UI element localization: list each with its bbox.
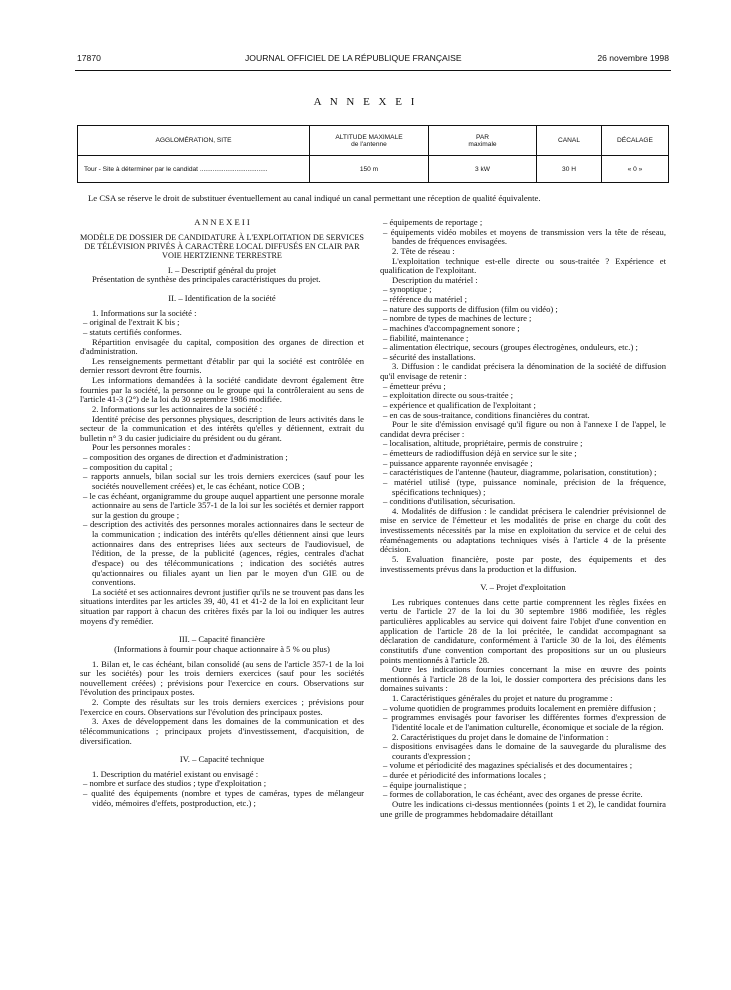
list-item: – formes de collaboration, le cas échéant, avec des organes de presse écrite. [383,789,643,800]
list-item: – puissance apparente rayonnée envisagée ; [383,457,533,468]
paragraph: 1. Description du matériel existant ou envisagé : [92,768,259,779]
paragraph: 2. Tête de réseau : [392,245,455,256]
col-par-line1: PAR [475,133,490,141]
list-item: – caractéristiques de l'antenne (hauteur, diagramme, polarisation, constitution) ; [383,467,657,478]
list-item: – machines d'accompagnement sonore ; [383,322,520,333]
section-heading: III. – Capacité financière [179,634,265,645]
section-heading: V. – Projet d'exploitation [480,582,566,593]
paragraph: Pour le site d'émission envisagé qu'il figure ou non à l'annexe I de l'appel, le candidat devra préciser : [380,419,666,439]
list-item: – équipements de reportage ; [383,217,483,227]
paragraph: Identité précise des personnes physiques, description de leurs activités dans le secteur de la communication et des intérêts qu'elles y détiennent, extrait du bulletin n° 3 du casier judiciaire du président ou du gérant. [80,413,364,443]
annex1-note: Le CSA se réserve le droit de substituer éventuellement au canal indiqué un canal permettant une réception de qualité équivalente. [88,193,541,203]
paragraph: 5. Evaluation financière, poste par poste, des équipements et des investissements prévus dans la production et la diffusion. [380,553,666,574]
col-par [429,126,537,156]
col-canal: CANAL [537,126,602,156]
section-heading: I. – Descriptif général du projet [167,264,277,275]
section-heading: IV. – Capacité technique [179,754,265,765]
list-item: – programmes envisagés pour favoriser les différentes formes d'expression de l'identité locale et de l'animation culturelle, économique et sociale de la région. [383,712,666,732]
paragraph: 4. Modalités de diffusion : le candidat précisera le calendrier prévisionnel de mise en service de l'émetteur et les modalités de prise en charge du coût des investissements nécessités par la mise en exploitation du service et de celui des réaménagements ou adaptations techniques visés à l'article 4 de la présente décision. [380,505,666,555]
annex1-title: A N N E X E I [313,96,418,108]
page-number: 17870 [77,53,101,63]
list-item: – volume quotidien de programmes produits localement en première diffusion ; [383,702,656,713]
list-item: – durée et périodicité des informations locales ; [383,770,546,780]
left-column [80,218,364,808]
list-item: – émetteur prévu ; [383,380,446,391]
list-item: – original de l'extrait K bis ; [83,317,180,328]
annex1-table [77,125,669,183]
col-par-line2: maximale [468,140,497,148]
paragraph: 2. Informations sur les actionnaires de la société : [92,403,263,414]
paragraph: Les renseignements permettant d'établir par qui la société est contrôlée en dernier ressort devront être fournis. [80,355,364,376]
cell-decalage: « 0 » [602,156,669,183]
list-item: – volume et périodicité des magazines spécialisés et des documentaires ; [383,760,633,771]
list-item: – équipements vidéo mobiles et moyens de transmission vers la tête de réseau, bandes de fréquences envisagées. [383,226,666,247]
paragraph: 1. Caractéristiques générales du projet et nature du programme : [392,693,613,703]
table-row [78,156,669,183]
list-item: – composition des organes de direction et d'administration ; [83,452,288,463]
paragraph: 1. Bilan et, le cas échéant, bilan consolidé (au sens de l'article 357-1 de la loi sur les sociétés) pour les trois derniers exercices (sauf pour les sociétés nouvellement créées) ; prévisions pour l'exercice en cours. Observations sur l'évolution des principaux postes. [80,658,364,698]
cell-altitude: 150 m [310,156,429,183]
list-item: – statuts certifiés conformes. [83,326,182,337]
list-item: – dispositions envisagées dans le domaine de la sauvegarde du pluralisme des courants d'expression ; [383,741,666,761]
list-item: – conditions d'utilisation, sécurisation. [383,496,516,507]
page-header [77,53,669,67]
paragraph: Outre les indications fournies concernant la mise en œuvre des points mentionnés à l'article 28 de la loi, le dossier comportera des précisions dans les domaines suivants : [380,664,666,694]
list-item: – exploitation directe ou sous-traitée ; [383,390,514,401]
col-site: AGGLOMÉRATION, SITE [78,126,310,156]
list-item: – description des activités des personnes morales actionnaires dans le secteur de la communication ; indication des intérêts qu'elles détiennent ainsi que leurs actionnaires dans des entreprises liées aux secteurs de l'audiovisuel, de l'édition, de la presse, de la publicité (agences, régies, centrales d'achat d'espace) ou des télécommunications ; indication des sociétés autres qu'actionnaires ou filiales ayant un lien par le moyen d'un GIE ou de conventions. [83,519,364,588]
list-item: – nature des supports de diffusion (film ou vidéo) ; [383,303,558,314]
annex2-title: MODÈLE DE DOSSIER DE CANDIDATURE À L'EXPLOITATION DE SERVICES DE TÉLÉVISION PRIVÉS À CARACTÈRE LOCAL DIFFUSÉS EN CLAIR PAR VOIE HERTZIENNE TERRESTRE [80,232,364,261]
publication-date: 26 novembre 1998 [597,53,669,63]
list-item: – matériel utilisé (type, puissance nominale, précision de la fréquence, spécifications techniques) ; [383,476,666,497]
col-altitude-line2: de l'antenne [351,140,387,148]
list-item: – qualité des équipements (nombre et types de caméras, types de mélangeur vidéo, mémoires d'effets, postproduction, etc.) ; [83,788,364,808]
journal-title: JOURNAL OFFICIEL DE LA RÉPUBLIQUE FRANÇAISE [245,53,462,63]
section-heading: II. – Identification de la société [168,293,276,304]
list-item: – synoptique ; [383,284,432,295]
paragraph: Les rubriques contenues dans cette partie comprennent les règles fixées en vertu de l'article 27 de la loi du 30 septembre 1986 modifiée, les règles particulières applicables au service qui doivent faire l'objet d'une convention en application de l'article 28 de la loi précitée, le candidat accompagnant sa déclaration de candidature, conformément à l'article 30 de la loi, des éléments constitutifs d'une convention comportant des propositions sur un ou plusieurs points mentionnés à l'article 28. [380,596,666,665]
paragraph: 2. Caractéristiques du projet dans le domaine de l'information : [392,731,609,742]
col-decalage: DÉCALAGE [602,126,669,156]
paragraph: Outre les indications ci-dessus mentionnées (points 1 et 2), le candidat fournira une grille de programmes hebdomadaire détaillant [380,798,666,819]
paragraph: Pour les personnes morales : [92,442,191,453]
list-item: – composition du capital ; [83,461,173,472]
list-item: – référence du matériel ; [383,294,467,304]
list-item: – expérience et qualification de l'exploitant ; [383,399,536,410]
list-item: – alimentation électrique, secours (groupes électrogènes, onduleurs, etc.) ; [383,342,638,353]
right-column [380,218,666,819]
paragraph: Description du matériel : [392,274,478,285]
paragraph: Présentation de synthèse des principales caractéristiques du projet. [92,274,321,285]
col-altitude-line1: ALTITUDE MAXIMALE [335,133,403,141]
paragraph: 2. Compte des résultats sur les trois derniers exercices ; prévisions pour l'exercice en cours. Observations sur l'évolution des principaux postes. [80,697,364,717]
paragraph: Répartition envisagée du capital, composition des organes de direction et d'administration. [80,336,364,357]
cell-par: 3 kW [429,156,537,183]
list-item: – rapports annuels, bilan social sur les trois derniers exercices (sauf pour les sociétés nouvellement créées) et, le cas échéant, notice COB ; [83,471,364,491]
paragraph: Les informations demandées à la société candidate devront également être fournies par la société, la personne ou le groupe qui la contrôleraient au sens de l'article 41-3 (2°) de la loi du 30 septembre 1986 modifiée. [80,375,364,405]
paragraph: 1. Informations sur la société : [92,307,197,318]
list-item: – localisation, altitude, propriétaire, permis de construire ; [383,438,583,449]
list-item: – le cas échéant, organigramme du groupe auquel appartient une personne morale actionnaire au sens de l'article 357-1 de la loi sur les sociétés et dernier rapport sur la gestion du groupe ; [83,490,364,520]
paragraph: La société et ses actionnaires devront justifier qu'ils ne se trouvent pas dans les situations interdites par les articles 39, 40, 41 et 41-2 de la loi en explicitant leur situation par rapport à chacun des critères fixés par la loi ou indiquer les autres moyens d'y remédier. [80,586,364,626]
paragraph: 3. Diffusion : le candidat précisera la dénomination de la société de diffusion qu'il envisage de retenir : [380,361,666,381]
section-heading: (Informations à fournir pour chaque actionnaire à 5 % ou plus) [114,643,330,654]
section-heading: A N N E X E I I [194,217,250,227]
list-item: – sécurité des installations. [383,351,476,362]
table-header-row [78,126,669,156]
list-item: – équipe journalistique ; [383,779,467,790]
paragraph: L'exploitation technique est-elle directe ou sous-traitée ? Expérience et qualification de l'exploitant. [380,255,666,276]
list-item: – nombre de types de machines de lecture ; [383,313,532,324]
col-altitude [310,126,429,156]
list-item: – en cas de sous-traitance, conditions financières du contrat. [383,409,590,420]
list-item: – émetteurs de radiodiffusion déjà en service sur le site ; [383,448,577,458]
header-rule [75,70,671,71]
cell-canal: 30 H [537,156,602,183]
cell-site: Tour - Site à déterminer par le candidat ..................................... [78,156,310,183]
paragraph: 3. Axes de développement dans les domaines de la communication et des télécommunications ; principaux projets d'investissement, d'acquisition, de diversification. [80,716,364,746]
list-item: – fiabilité, maintenance ; [383,332,469,343]
list-item: – nombre et surface des studios ; type d'exploitation ; [83,778,267,789]
